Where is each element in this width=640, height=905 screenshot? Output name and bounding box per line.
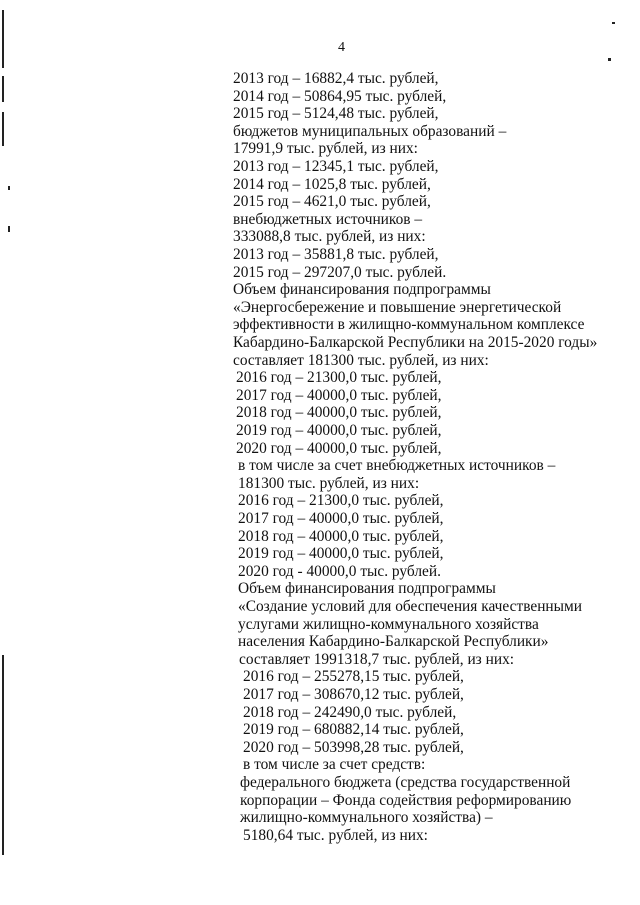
text-line: составляет 181300 тыс. рублей, из них: (233, 351, 489, 369)
scan-edge-mark (2, 76, 4, 102)
text-line: 2013 год – 12345,1 тыс. рублей, (233, 158, 439, 175)
text-line: бюджетов муниципальных образований – (233, 122, 507, 140)
page-number: 4 (338, 40, 345, 55)
text-line: 2020 год - 40000,0 тыс. рублей. (238, 562, 441, 580)
text-line: 5180,64 тыс. рублей, из них: (243, 826, 428, 844)
text-line: 2017 год – 40000,0 тыс. рублей, (236, 386, 442, 404)
text-line: 2020 год – 40000,0 тыс. рублей, (236, 439, 442, 457)
text-line: составляет 1991318,7 тыс. рублей, из них: (239, 650, 515, 668)
text-line: внебюджетных источников – (233, 210, 423, 228)
text-line: 17991,9 тыс. рублей, из них: (233, 140, 418, 158)
text-line: Объем финансирования подпрограммы (233, 281, 491, 299)
text-line: 333088,8 тыс. рублей, из них: (233, 228, 426, 246)
text-line: Кабардино-Балкарской Республики на 2015-2020 годы» (233, 334, 598, 351)
text-line: 2016 год – 21300,0 тыс. рублей, (236, 369, 442, 387)
text-line: 2020 год – 503998,28 тыс. рублей, (243, 738, 464, 756)
text-line: 2017 год – 40000,0 тыс. рублей, (238, 510, 444, 527)
text-line: 2017 год – 308670,12 тыс. рублей, (243, 686, 464, 703)
text-line: населения Кабардино-Балкарской Республики» (238, 633, 549, 651)
text-line: 2015 год – 5124,48 тыс. рублей, (233, 105, 439, 123)
text-line: 2018 год – 242490,0 тыс. рублей, (243, 703, 457, 721)
scan-dot-mark (608, 58, 611, 61)
text-line: в том числе за счет внебюджетных источников – (238, 457, 556, 475)
text-line: услугами жилищно-коммунального хозяйства (238, 615, 539, 633)
text-line: 2016 год – 255278,15 тыс. рублей, (243, 668, 464, 686)
text-line: 2018 год – 40000,0 тыс. рублей, (236, 404, 442, 422)
text-line: 2014 год – 50864,95 тыс. рублей, (233, 87, 447, 105)
text-line: 2019 год – 680882,14 тыс. рублей, (243, 721, 464, 739)
scan-edge-mark (2, 10, 4, 68)
text-line: 2013 год – 16882,4 тыс. рублей, (233, 70, 439, 87)
scan-dot-mark (612, 22, 615, 24)
text-line: 2014 год – 1025,8 тыс. рублей, (233, 175, 431, 193)
text-line: 2019 год – 40000,0 тыс. рублей, (238, 545, 444, 563)
text-line: 2019 год – 40000,0 тыс. рублей, (236, 422, 442, 439)
scan-dot-mark (8, 186, 10, 190)
text-line: «Энергосбережение и повышение энергетической (233, 298, 562, 316)
text-line: «Создание условий для обеспечения качественными (238, 598, 582, 615)
text-line: 2016 год – 21300,0 тыс. рублей, (238, 492, 444, 510)
scan-edge-mark (2, 112, 4, 146)
text-line: федерального бюджета (средства государственной (240, 774, 571, 791)
text-line: 181300 тыс. рублей, из них: (238, 474, 420, 492)
text-line: 2013 год – 35881,8 тыс. рублей, (233, 246, 439, 263)
text-line: 2018 год – 40000,0 тыс. рублей, (238, 527, 444, 545)
scan-edge-mark (2, 655, 4, 855)
text-line: 2015 год – 297207,0 тыс. рублей. (233, 263, 447, 281)
text-line: корпорации – Фонда содействия реформированию (240, 791, 572, 809)
text-line: Объем финансирования подпрограммы (238, 580, 496, 598)
text-line: в том числе за счет средств: (243, 756, 426, 774)
scan-dot-mark (8, 226, 10, 232)
text-line: 2015 год – 4621,0 тыс. рублей, (233, 193, 431, 211)
text-line: эффективности в жилищно-коммунальном комплексе (233, 316, 585, 334)
text-line: жилищно-коммунального хозяйства) – (240, 809, 493, 827)
